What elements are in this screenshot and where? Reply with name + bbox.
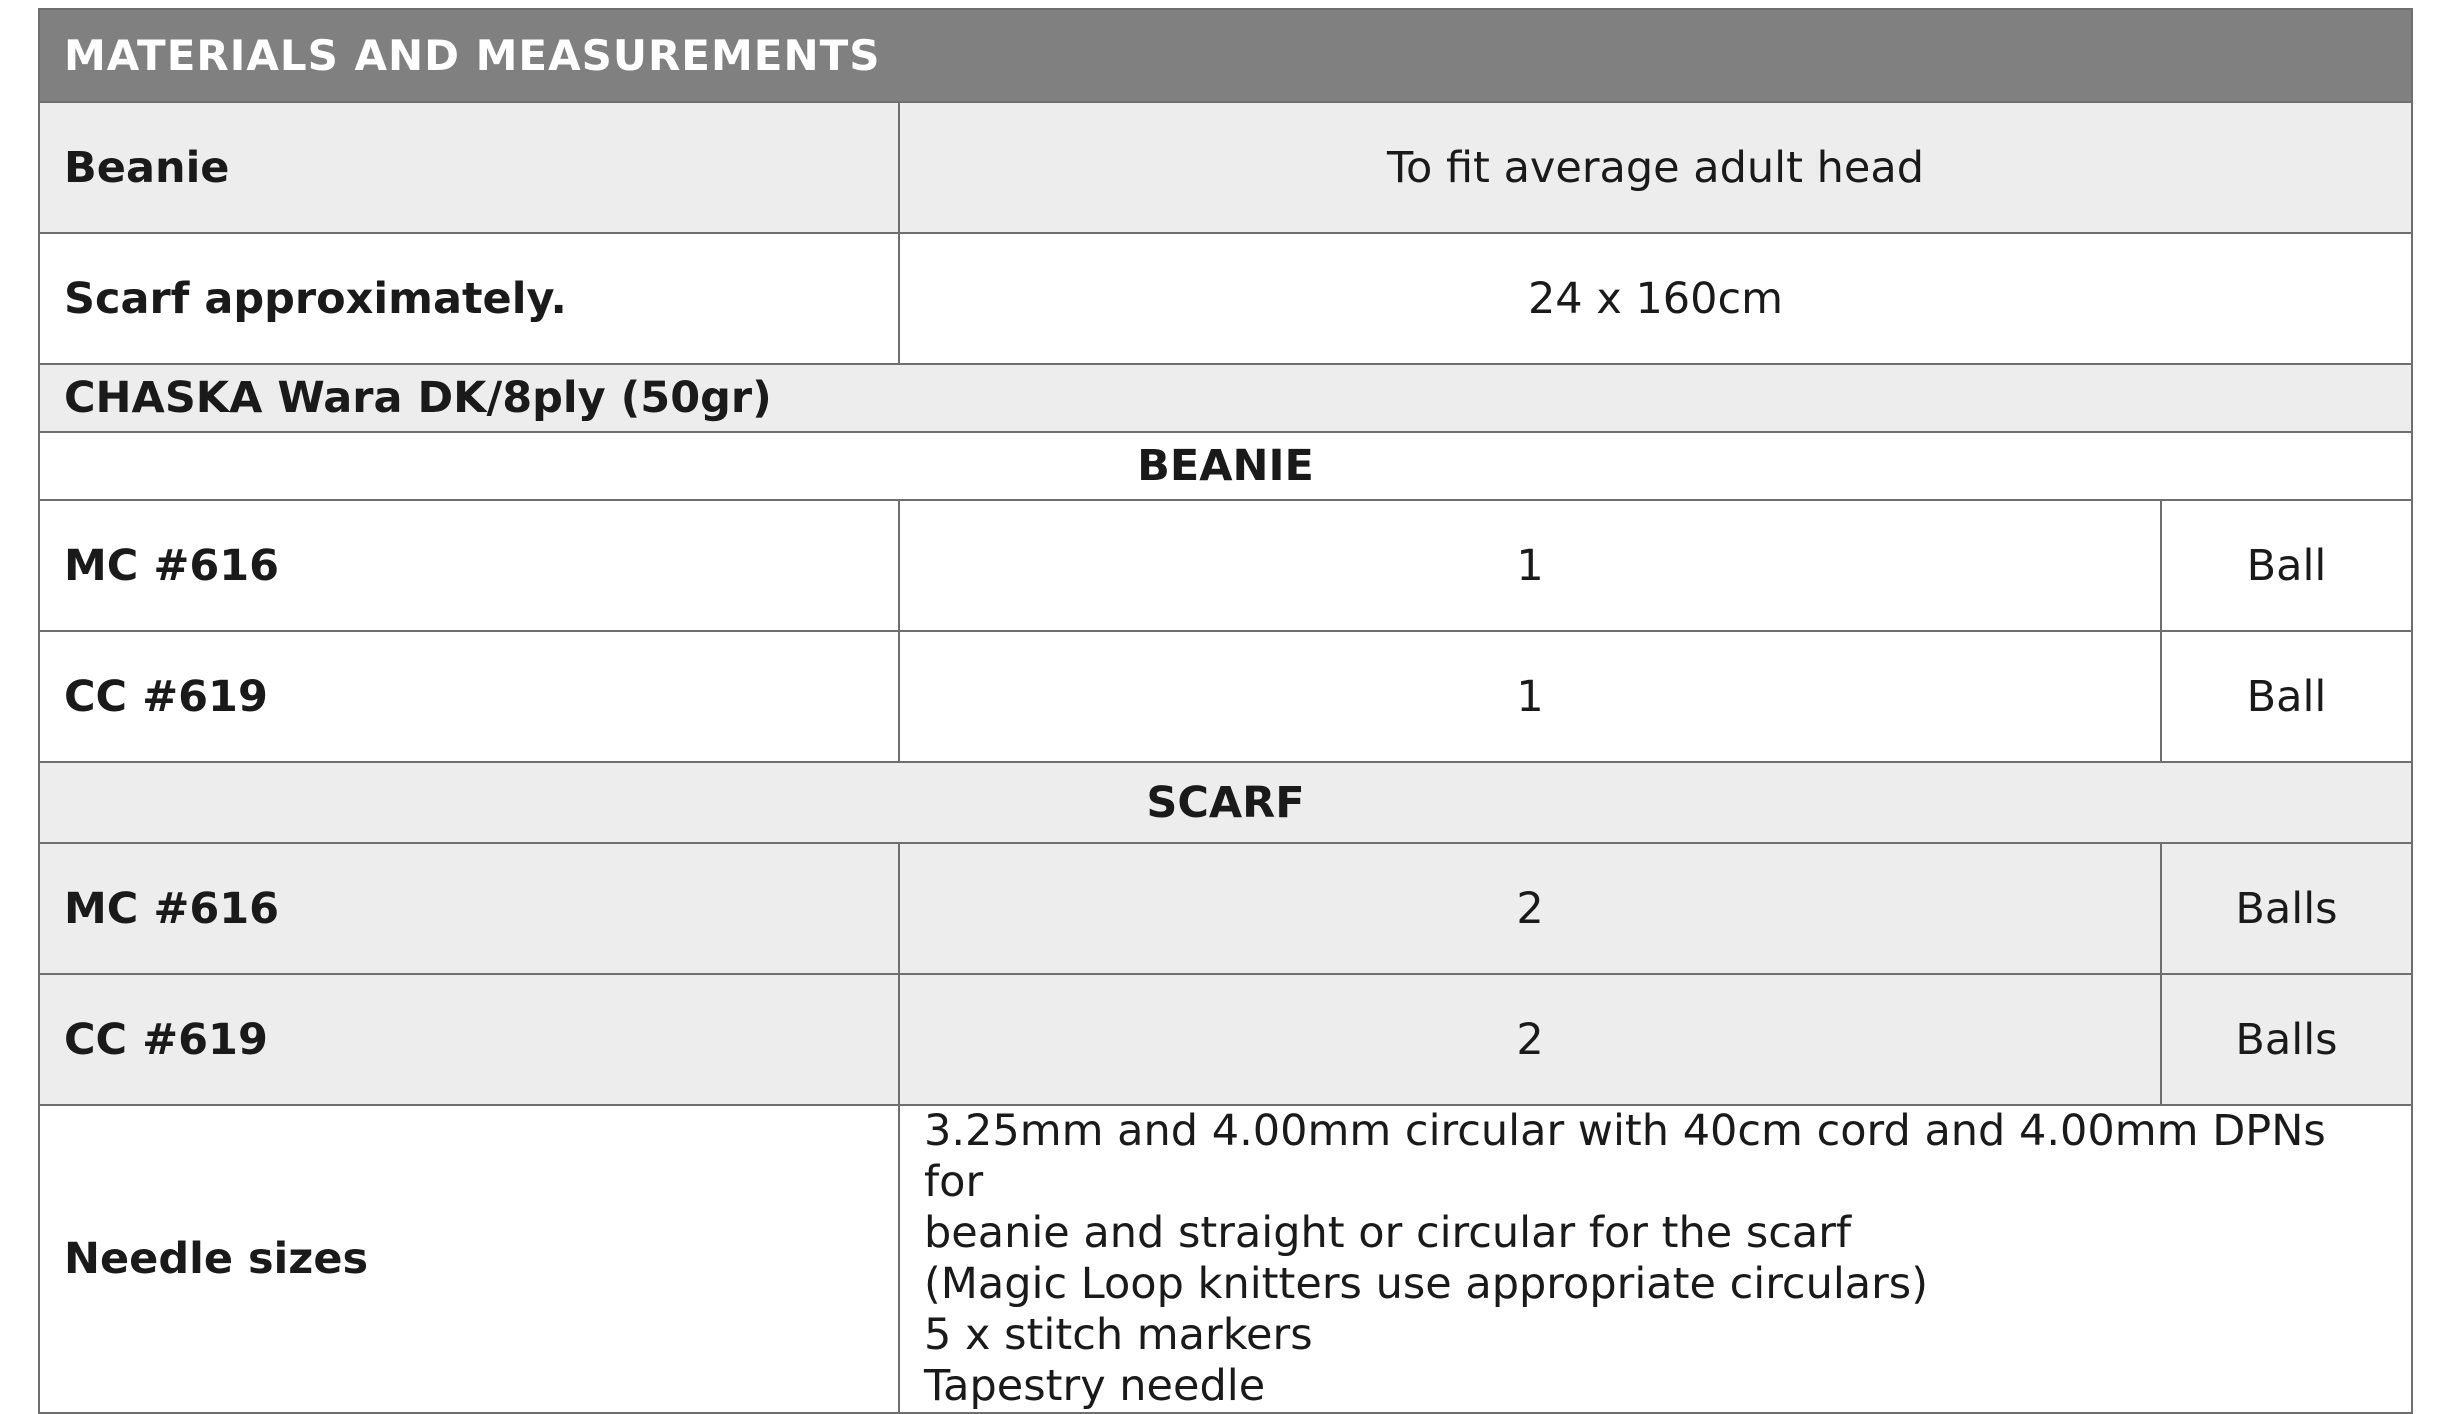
needle-sizes-label: Needle sizes [39,1105,899,1413]
needle-line: (Magic Loop knitters use appropriate circulars) [924,1259,1928,1309]
materials-table [38,8,2413,1414]
needle-line: 5 x stitch markers [924,1310,1313,1360]
scarf-size-label: Scarf approximately. [39,233,899,364]
yarn-row [39,364,2412,432]
scarf-size-value: 24 x 160cm [899,233,2412,364]
table-row [39,974,2412,1105]
unit-cell: Ball [2161,631,2412,762]
yarn-title: CHASKA Wara DK/8ply (50gr) [39,364,2412,432]
needle-line: beanie and straight or circular for the scarf [924,1208,1852,1258]
unit-cell: Ball [2161,500,2412,631]
table-row [39,843,2412,974]
needle-line: Tapestry needle [924,1361,1266,1411]
beanie-section-title: BEANIE [39,432,2412,500]
unit-cell: Balls [2161,843,2412,974]
needles-row [39,1105,2412,1413]
section-row [39,432,2412,500]
table-row [39,233,2412,364]
beanie-size-label: Beanie [39,102,899,233]
needle-line: 3.25mm and 4.00mm circular with 40cm cord and 4.00mm DPNs for [924,1106,2326,1207]
qty-cell: 2 [899,843,2161,974]
table-row [39,631,2412,762]
qty-cell: 1 [899,631,2161,762]
scarf-section-title: SCARF [39,762,2412,843]
table-row [39,102,2412,233]
color-cell: MC #616 [39,843,899,974]
unit-cell: Balls [2161,974,2412,1105]
table-row [39,500,2412,631]
qty-cell: 2 [899,974,2161,1105]
color-cell: CC #619 [39,631,899,762]
color-cell: CC #619 [39,974,899,1105]
section-row [39,762,2412,843]
beanie-size-value: To fit average adult head [899,102,2412,233]
table-header-row [39,9,2412,102]
qty-cell: 1 [899,500,2161,631]
needle-sizes-list [899,1105,2412,1413]
table-title: MATERIALS AND MEASUREMENTS [39,9,2412,102]
color-cell: MC #616 [39,500,899,631]
